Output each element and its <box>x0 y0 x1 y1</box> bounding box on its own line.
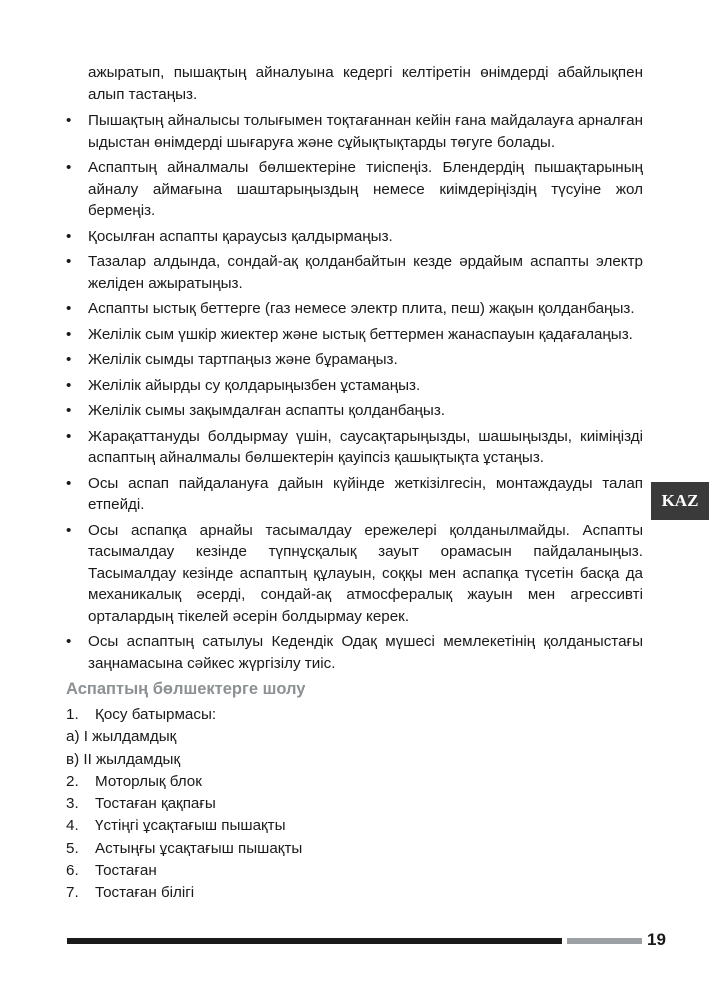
part-item <box>66 793 643 815</box>
bullet-text: Тазалар алдында, сондай-ақ қолданбайтын кезде әрдайым аспапты электр желіден ажыратыңыз. <box>88 253 643 292</box>
bullet-text: Желілік айырды су қолдарыңызбен ұстамаңыз. <box>88 376 421 394</box>
part-item <box>66 815 643 837</box>
section-heading: Аспаптың бөлшектерге шолу <box>66 680 306 698</box>
bullet-dot-icon: • <box>66 376 72 394</box>
bullet-item <box>66 631 643 674</box>
bullet-dot-icon: • <box>66 521 72 539</box>
part-item <box>66 749 643 771</box>
bullet-dot-icon: • <box>66 474 72 492</box>
bullet-text: Қосылған аспапты қараусыз қалдырмаңыз. <box>88 227 393 245</box>
part-label: Қосу батырмасы: <box>95 706 217 723</box>
bullet-text: Желілік сым үшкір жиектер және ыстық беттермен жанаспауын қадағалаңыз. <box>88 325 633 343</box>
page-number: 19 <box>647 930 666 949</box>
part-label: Астыңғы ұсақтағыш пышақты <box>95 839 303 857</box>
part-item <box>66 882 643 904</box>
bullet-dot-icon: • <box>66 351 72 368</box>
bullet-item <box>66 157 643 222</box>
part-item <box>66 838 643 860</box>
part-label: Моторлық блок <box>95 772 202 790</box>
safety-bullet-list <box>66 110 643 674</box>
footer-rule-grey <box>567 938 642 944</box>
bullet-dot-icon: • <box>66 402 72 419</box>
intro-paragraph: ажыратып, пышақтың айналуына кедергі келтіретін өнімдерді абайлықпен алып тастаңыз. <box>88 64 643 103</box>
bullet-text: Желілік сымы зақымдалған аспапты қолданбаңыз. <box>88 402 446 419</box>
bullet-dot-icon: • <box>66 427 72 445</box>
part-number: 6. <box>66 862 79 880</box>
bullet-text: Осы аспаптың сатылуы Кедендік Одақ мүшесі мемлекетінің қолданыстағы заңнамасына сәйкес жүргізілу тиіс. <box>88 633 643 672</box>
bullet-text: Пышақтың айналысы толығымен тоқтағаннан кейін ғана майдалауға арналған ыдыстан өнімдерді шығаруға және сұйықтықтарды төгуге болады. <box>88 112 643 151</box>
bullet-item <box>66 251 643 294</box>
bullet-item <box>66 298 643 320</box>
language-tab: KAZ <box>651 482 709 520</box>
bullet-dot-icon: • <box>66 325 72 343</box>
bullet-dot-icon: • <box>66 300 72 317</box>
parts-list <box>66 704 643 904</box>
part-number: 4. <box>66 817 79 835</box>
bullet-text: Аспаптың айналмалы бөлшектеріне тиіспеңіз. Блендердің пышақтарының айналу аймағына шаштарыңыздың немесе киімдеріңіздің түсуіне жол бермеңіз. <box>88 159 643 219</box>
bullet-item <box>66 400 643 422</box>
bullet-item <box>66 349 643 371</box>
part-item <box>66 726 643 748</box>
bullet-dot-icon: • <box>66 112 72 129</box>
bullet-dot-icon: • <box>66 253 72 270</box>
page-content <box>66 62 643 905</box>
part-label: Тостаған білігі <box>95 884 195 902</box>
part-number: 2. <box>66 772 79 790</box>
bullet-text: Аспапты ыстық беттерге (газ немесе электр плита, пеш) жақын қолданбаңыз. <box>88 300 635 317</box>
bullet-item <box>66 426 643 469</box>
bullet-text: Осы аспап пайдалануға дайын күйінде жеткізілгесін, монтаждауды талап етпейді. <box>88 474 643 513</box>
bullet-text: Жарақаттануды болдырмау үшін, саусақтарыңызды, шашыңызды, киіміңізді аспаптың айналмалы бөлшектерін қауіпсіз қашықтықта ұстаңыз. <box>88 427 643 466</box>
bullet-item <box>66 226 643 248</box>
part-item <box>66 771 643 793</box>
part-number: 3. <box>66 795 79 813</box>
part-number: 1. <box>66 706 79 723</box>
part-label: Тостаған <box>95 862 157 880</box>
part-label: а) I жылдамдық <box>66 728 177 746</box>
bullet-item <box>66 324 643 346</box>
bullet-item <box>66 375 643 397</box>
bullet-item <box>66 473 643 516</box>
bullet-item <box>66 110 643 153</box>
bullet-dot-icon: • <box>66 633 72 650</box>
bullet-text: Осы аспапқа арнайы тасымалдау ережелері қолданылмайды. Аспапты тасымалдау кезінде түпнұсқалық зауыт орамасын пайдаланыңыз. Тасымалдау кезінде аспаптың құлауын, соққы мен аспапқа түсетін басқа да механикалық әсерді, сондай-ақ атмосфералық жауын мен агрессивті орталардың тікелей әсерін болдырмау керек. <box>88 521 643 625</box>
bullet-dot-icon: • <box>66 227 72 245</box>
part-label: Үстіңгі ұсақтағыш пышақты <box>95 817 286 835</box>
part-label: в) II жылдамдық <box>66 750 181 768</box>
part-item <box>66 860 643 882</box>
bullet-item <box>66 520 643 628</box>
bullet-text: Желілік сымды тартпаңыз және бұрамаңыз. <box>88 351 398 368</box>
part-number: 5. <box>66 839 79 857</box>
part-label: Тостаған қақпағы <box>95 795 216 813</box>
bullet-dot-icon: • <box>66 159 72 176</box>
part-item <box>66 704 643 726</box>
part-number: 7. <box>66 884 79 902</box>
footer-rule-dark <box>67 938 562 944</box>
